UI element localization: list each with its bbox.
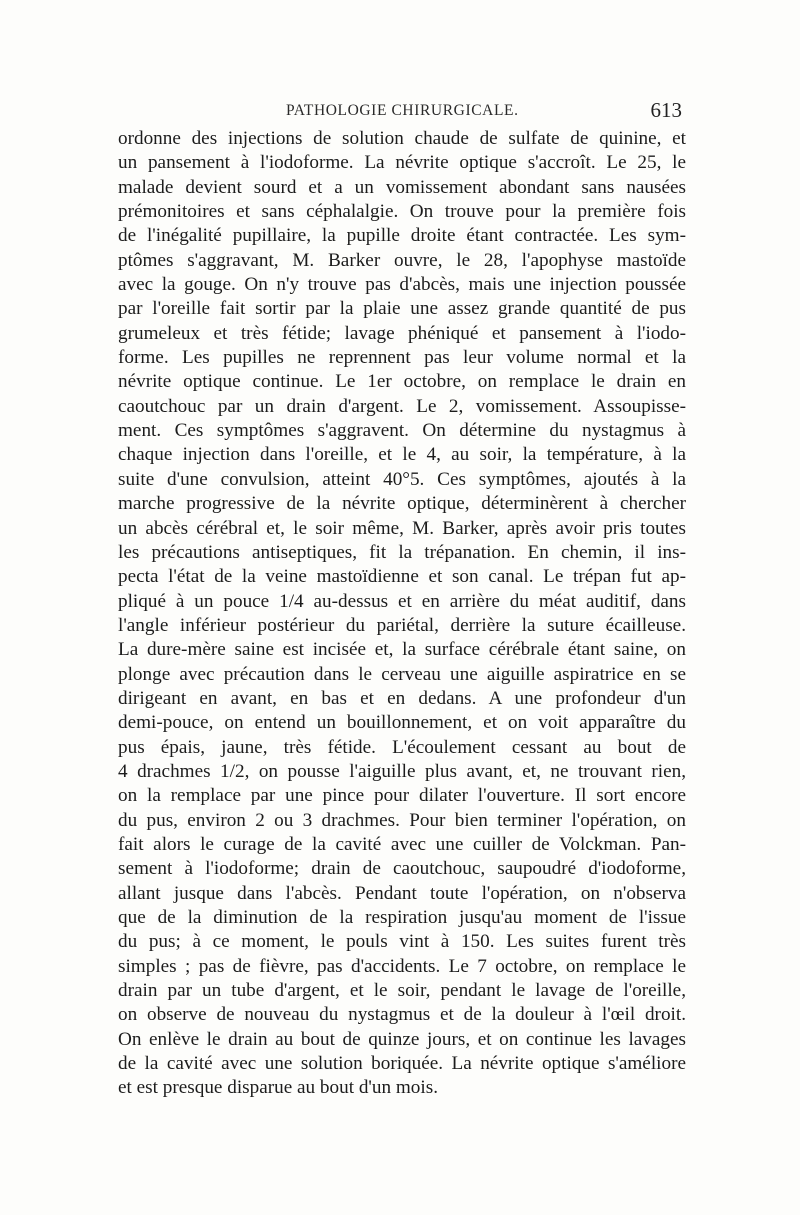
text-line: un pansement à l'iodoforme. La névrite optique s'accroît. Le 25, le [118,152,686,174]
text-line: sement à l'iodoforme; drain de caoutchouc, saupoudré d'iodoforme, [118,858,686,880]
text-line: drain par un tube d'argent, et le soir, pendant le lavage de l'oreille, [118,980,686,1002]
text-line: 4 drachmes 1/2, on pousse l'aiguille plus avant, et, ne trouvant rien, [118,760,686,782]
body-paragraph [118,127,686,1101]
text-line: de la cavité avec une solution boriquée. La névrite optique s'améliore [118,1053,686,1075]
text-line: caoutchouc par un drain d'argent. Le 2, vomissement. Assoupisse- [118,395,686,417]
text-line: chaque injection dans l'oreille, et le 4, au soir, la température, à la [118,444,686,466]
text-line: On enlève le drain au bout de quinze jours, et on continue les lavages [118,1028,686,1050]
text-line: de l'inégalité pupillaire, la pupille droite étant contractée. Les sym- [118,225,686,247]
text-line: La dure-mère saine est incisée et, la surface cérébrale étant saine, on [118,639,686,661]
text-line: marche progressive de la névrite optique, déterminèrent à chercher [118,493,686,515]
text-line: pus épais, jaune, très fétide. L'écoulement cessant au bout de [118,736,686,758]
text-line: prémonitoires et sans céphalalgie. On trouve pour la première fois [118,201,686,223]
text-line: forme. Les pupilles ne reprennent pas leur volume normal et la [118,347,686,369]
text-line: l'angle inférieur postérieur du pariétal, derrière la suture écailleuse. [118,614,686,636]
text-line: un abcès cérébral et, le soir même, M. Barker, après avoir pris toutes [118,517,686,539]
text-line: dirigeant en avant, en bas et en dedans. A une profondeur d'un [118,687,686,709]
text-line: du pus; à ce moment, le pouls vint à 150. Les suites furent très [118,931,686,953]
running-title: PATHOLOGIE CHIRURGICALE. [286,102,519,119]
text-line: pecta l'état de la veine mastoïdienne et son canal. Le trépan fut ap- [118,566,686,588]
text-line: pliqué à un pouce 1/4 au-dessus et en arrière du méat auditif, dans [118,590,686,612]
text-line: malade devient sourd et a un vomissement abondant sans nausées [118,176,686,198]
text-line: par l'oreille fait sortir par la plaie une assez grande quantité de pus [118,298,686,320]
text-line: ptômes s'aggravant, M. Barker ouvre, le 28, l'apophyse mastoïde [118,249,686,271]
text-line: grumeleux et très fétide; lavage phéniqué et pansement à l'iodo- [118,322,686,344]
text-line: demi-pouce, on entend un bouillonnement, et on voit apparaître du [118,712,686,734]
text-line: que de la diminution de la respiration jusqu'au moment de l'issue [118,907,686,928]
text-line: névrite optique continue. Le 1er octobre, on remplace le drain en [118,371,686,393]
text-line: simples ; pas de fièvre, pas d'accidents. Le 7 octobre, on remplace le [118,955,686,977]
text-line: plonge avec précaution dans le cerveau une aiguille aspiratrice en se [118,663,686,685]
text-line: ment. Ces symptômes s'aggravent. On détermine du nystagmus à [118,420,686,442]
text-line: on la remplace par une pince pour dilater l'ouverture. Il sort encore [118,785,686,807]
running-header [118,100,686,122]
text-line: fait alors le curage de la cavité avec une cuiller de Volckman. Pan- [118,833,686,855]
text-line: ordonne des injections de solution chaude de sulfate de quinine, et [118,128,686,149]
text-line: suite d'une convulsion, atteint 40°5. Ces symptômes, ajoutés à la [118,468,686,490]
text-line: allant jusque dans l'abcès. Pendant toute l'opération, on n'observa [118,882,686,904]
page-number: 613 [650,98,682,122]
text-line: on observe de nouveau du nystagmus et de la douleur à l'œil droit. [118,1004,686,1026]
text-line: les précautions antiseptiques, fit la trépanation. En chemin, il ins- [118,541,686,563]
text-line: et est presque disparue au bout d'un mois. [118,1077,438,1099]
text-line: du pus, environ 2 ou 3 drachmes. Pour bien terminer l'opération, on [118,809,686,831]
text-line: avec la gouge. On n'y trouve pas d'abcès, mais une injection poussée [118,274,686,296]
